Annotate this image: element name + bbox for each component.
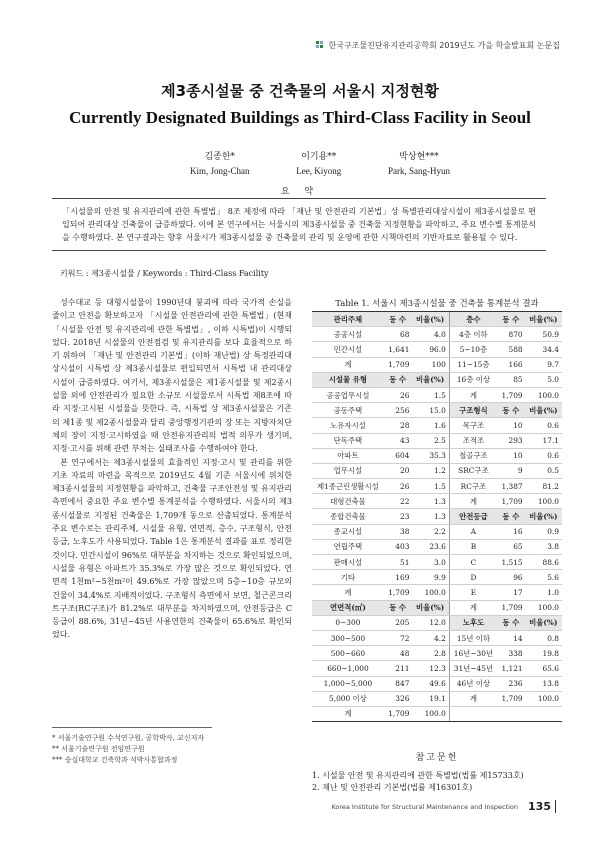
table-cell: RC구조 bbox=[449, 479, 497, 494]
body-paragraph-1: 성수대교 등 대형시설물이 1990년대 붕괴에 따라 국가적 손실을 줄이고 안전을 확보하고자 「시설물 안전관리에 관한 특별법」(현재 「시설물 안전 및 유지관리에 관한 특별법」, 이하 시특법)이 시행되었다. 2018년 시설물의 안전점검 및 유지관리를 보다 효율적으로 하기 위하여 「재난 및 안전관리 기본법」(이하 재난법) 상 특정관리대상시설이 시특법 상 제3종시설물로 편입되면서 시특법 내 관리대상 시설이 급증하였다. 여기서, 제3종시설물은 제1종시설물 및 제2종시설물 외에 안전관리가 필요한 소규모 시설물로서 시특법 제8조에 따라 지정·고시된 시설물을 뜻한다. 즉, 시특법 상 제3종시설물은 기존의 제1종 및 제2종시설물과 달리 중앙행정기관의 장 또는 지방자치단체의 장이 지정·고시하였을 때 안전유지관리의 법적 의무가 생기며, 지정·고시를 위해 관련 부처는 실태조사를 수행하여야 한다. bbox=[52, 298, 292, 454]
author-name-ko: 박상현*** bbox=[399, 152, 439, 162]
table-cell: 17.1 bbox=[526, 433, 562, 448]
table-row bbox=[312, 524, 562, 539]
table-cell: 관리주체 bbox=[312, 312, 384, 327]
table-cell: 목구조 bbox=[449, 418, 497, 433]
table-row bbox=[312, 403, 562, 418]
table-cell: 46년 이상 bbox=[449, 676, 497, 691]
table-row bbox=[312, 479, 562, 494]
table-cell: 500~660 bbox=[312, 646, 384, 661]
author-list bbox=[190, 150, 450, 178]
table-cell: D bbox=[449, 570, 497, 585]
table-row bbox=[312, 433, 562, 448]
table-cell: 34.4 bbox=[526, 342, 562, 357]
reference-item: 2. 재난 및 안전관리 기본법(법률 제16301호) bbox=[312, 783, 473, 792]
table-cell: 26 bbox=[384, 387, 413, 402]
running-header bbox=[316, 40, 560, 51]
table-cell: 660~1,000 bbox=[312, 661, 384, 676]
table-cell: 14 bbox=[497, 630, 526, 645]
table-cell: 2.8 bbox=[412, 646, 449, 661]
table-cell: 0.9 bbox=[526, 524, 562, 539]
table-cell: 100.0 bbox=[526, 691, 562, 706]
table-cell: 19.1 bbox=[412, 691, 449, 706]
table-cell: 68 bbox=[384, 327, 413, 342]
table-row bbox=[312, 646, 562, 661]
table-cell: 4.0 bbox=[412, 327, 449, 342]
journal-logo-icon bbox=[316, 41, 325, 50]
table-cell: 0.5 bbox=[526, 463, 562, 478]
table-cell: 계 bbox=[312, 357, 384, 372]
table-row bbox=[312, 327, 562, 342]
table-cell: 2.5 bbox=[412, 433, 449, 448]
table-cell: 96 bbox=[497, 570, 526, 585]
table-cell: 1,121 bbox=[497, 661, 526, 676]
table-cell: 아파트 bbox=[312, 448, 384, 463]
footnotes bbox=[52, 733, 292, 766]
table-cell: 19.8 bbox=[526, 646, 562, 661]
author-name-ko: 김종한* bbox=[204, 152, 236, 162]
table-cell: 870 bbox=[497, 327, 526, 342]
table-cell bbox=[497, 706, 526, 721]
table-cell: 16층 이상 bbox=[449, 372, 497, 387]
table-row bbox=[312, 630, 562, 645]
table-cell: 1,515 bbox=[497, 555, 526, 570]
table-cell: 16 bbox=[497, 524, 526, 539]
body-paragraph-2: 본 연구에서는 제3종시설물의 효율적인 지정·고시 및 관리를 위한 기초 자료의 마련을 목적으로 2019년도 4월 기준 서울시에 위치한 제3종시설물의 지정현황을 파악하고, 건축물 구조안전성 및 유지관리 측면에서 중요한 주요 변수별 통계분석을 수행하였다. 서울시의 제3종시설물로 지정된 건축물은 1,709개 동으로 산출되었다. 통계분석 주요 변수로는 관리주체, 시설물 유형, 연면적, 층수, 구조형식, 안전등급, 노후도가 사용되었다. Table 1은 통계분석 결과를 표로 정리한 것이다. 민간시설이 96%로 대부분을 차지하는 것으로 확인되었으며, 시설물 유형은 아파트가 35.3%로 가장 많은 것으로 확인되었다. 연면적 1천m²~5천m²이 49.6%로 가장 많았으며 5층~10층 규모의 건물이 34.4%로 지배적이었다. 구조형식 측면에서 보면, 철근콘크리트구조(RC구조)가 81.2%로 대부분을 차지하였으며, 안전등급은 C등급이 88.6%, 31년~45년 사용연한의 건축물이 65.6%로 확인되었다. bbox=[52, 457, 292, 640]
table-row bbox=[312, 661, 562, 676]
table-cell: 1,709 bbox=[384, 357, 413, 372]
table-cell: 0.6 bbox=[526, 448, 562, 463]
table-cell: 동 수 bbox=[384, 372, 413, 387]
table-cell: 노유자시설 bbox=[312, 418, 384, 433]
author-3 bbox=[388, 150, 450, 178]
table-cell: 65 bbox=[497, 539, 526, 554]
table-cell: 비율(%) bbox=[412, 312, 449, 327]
table-cell: 31년~45년 bbox=[449, 661, 497, 676]
author-1 bbox=[190, 150, 250, 178]
table-cell: 연립주택 bbox=[312, 539, 384, 554]
table-cell: 38 bbox=[384, 524, 413, 539]
table-cell: 51 bbox=[384, 555, 413, 570]
table-cell: 1,709 bbox=[497, 691, 526, 706]
table-cell: 업무시설 bbox=[312, 463, 384, 478]
table-cell: 비율(%) bbox=[412, 372, 449, 387]
table-row bbox=[312, 342, 562, 357]
table-cell: 1.3 bbox=[412, 509, 449, 524]
table-cell: 4.2 bbox=[412, 630, 449, 645]
table-cell: 0.8 bbox=[526, 630, 562, 645]
table-cell: 96.0 bbox=[412, 342, 449, 357]
table-cell: 1,387 bbox=[497, 479, 526, 494]
table-cell: 5.0 bbox=[526, 372, 562, 387]
author-name-en: Kim, Jong-Chan bbox=[190, 166, 250, 176]
table-cell: 23.6 bbox=[412, 539, 449, 554]
table-cell: 종합건축물 bbox=[312, 509, 384, 524]
table-cell: 공동주택 bbox=[312, 403, 384, 418]
table-row bbox=[312, 357, 562, 372]
table-cell: 300~500 bbox=[312, 630, 384, 645]
footnote: *** 숭실대학교 건축학과 석박사통합과정 bbox=[52, 756, 178, 764]
table-cell: 604 bbox=[384, 448, 413, 463]
table-cell: 12.0 bbox=[412, 615, 449, 630]
abstract-text: 「시설물의 안전 및 유지관리에 관한 특별법」 8조 제정에 따라 「재난 및 안전관리 기본법」상 특별관리대상시설이 제3종시설물로 편입되어 관리대상 건축물이 급증하였다. 이에 본 연구에서는 서울시의 제3종시설물 중 건축물 지정현황을 파악하고, 주요 변수별 통계분석을 수행하였다. 본 연구결과는 향후 서울시가 제3종시설물 중 건축물의 관리 및 운영에 관한 시책마련의 기반자료로 활용될 수 있다. bbox=[52, 198, 546, 251]
table-row bbox=[312, 448, 562, 463]
table-cell: 공공업무시설 bbox=[312, 387, 384, 402]
author-name-en: Park, Sang-Hyun bbox=[388, 166, 450, 176]
table-cell: 3.8 bbox=[526, 539, 562, 554]
table-cell: 계 bbox=[312, 585, 384, 600]
table-cell: 48 bbox=[384, 646, 413, 661]
table-cell: 비율(%) bbox=[526, 509, 562, 524]
body-column bbox=[52, 296, 292, 642]
table-cell: 5,000 이상 bbox=[312, 691, 384, 706]
table-cell: 88.6 bbox=[526, 555, 562, 570]
table-cell: 철골구조 bbox=[449, 448, 497, 463]
table-cell: 동 수 bbox=[497, 312, 526, 327]
table-cell: 100.0 bbox=[526, 600, 562, 615]
table-cell: A bbox=[449, 524, 497, 539]
table-cell: 205 bbox=[384, 615, 413, 630]
table-cell: 100.0 bbox=[526, 494, 562, 509]
table-cell: 5.6 bbox=[526, 570, 562, 585]
table-cell: 15.0 bbox=[412, 403, 449, 418]
keywords: 키워드 : 제3종시설물 / Keywords : Third-Class Facility bbox=[60, 269, 269, 278]
table-cell: 1.5 bbox=[412, 479, 449, 494]
running-header-text: 한국구조물진단유지관리공학회 2019년도 가을 학술발표회 논문집 bbox=[328, 41, 560, 50]
table-cell: 9 bbox=[497, 463, 526, 478]
table-cell: 계 bbox=[449, 494, 497, 509]
table-cell: 100.0 bbox=[412, 585, 449, 600]
table-cell: 28 bbox=[384, 418, 413, 433]
references-heading: 참고문헌 bbox=[415, 753, 459, 763]
table-cell: 588 bbox=[497, 342, 526, 357]
table-cell: 15년 이하 bbox=[449, 630, 497, 645]
table-row bbox=[312, 387, 562, 402]
table-cell: 85 bbox=[497, 372, 526, 387]
title-korean: 제3종시설물 중 건축물의 서울시 지정현황 bbox=[161, 82, 439, 100]
table-cell: 공공시설 bbox=[312, 327, 384, 342]
table-cell: B bbox=[449, 539, 497, 554]
table-cell: 10 bbox=[497, 418, 526, 433]
table-caption: Table 1. 서울시 제3종시설물 중 건축물 통계분석 결과 bbox=[335, 299, 539, 309]
table-cell: 1,709 bbox=[384, 585, 413, 600]
table-cell bbox=[449, 706, 497, 721]
footnote: ** 서울기술연구원 전임연구원 bbox=[52, 745, 145, 753]
table-cell: 26 bbox=[384, 479, 413, 494]
table-cell: 22 bbox=[384, 494, 413, 509]
table-cell: 5~10층 bbox=[449, 342, 497, 357]
table-cell: 비율(%) bbox=[526, 312, 562, 327]
table-cell: 동 수 bbox=[497, 509, 526, 524]
table-row bbox=[312, 312, 562, 327]
table-cell: 종교시설 bbox=[312, 524, 384, 539]
table-cell: 계 bbox=[449, 600, 497, 615]
table-cell: 1,709 bbox=[497, 387, 526, 402]
table-row bbox=[312, 539, 562, 554]
table-cell: SRC구조 bbox=[449, 463, 497, 478]
table-cell: 1.5 bbox=[412, 387, 449, 402]
table-cell: 제1종근린생활시설 bbox=[312, 479, 384, 494]
table-cell: 20 bbox=[384, 463, 413, 478]
footer-institution: Korea Institute for Structural Maintenance and Inspection bbox=[331, 802, 519, 811]
table-cell: 비율(%) bbox=[526, 615, 562, 630]
table-cell: 1.3 bbox=[412, 494, 449, 509]
table-cell: 338 bbox=[497, 646, 526, 661]
table-cell: 211 bbox=[384, 661, 413, 676]
table-cell: 판매시설 bbox=[312, 555, 384, 570]
table-row bbox=[312, 600, 562, 615]
table-cell: 1.6 bbox=[412, 418, 449, 433]
table-cell: 403 bbox=[384, 539, 413, 554]
table-cell: 층수 bbox=[449, 312, 497, 327]
table-cell: 계 bbox=[449, 387, 497, 402]
table-cell: 1,641 bbox=[384, 342, 413, 357]
table-cell: 동 수 bbox=[497, 403, 526, 418]
table-cell: 안전등급 bbox=[449, 509, 497, 524]
author-name-en: Lee, Kiyong bbox=[296, 166, 342, 176]
table-cell: 조적조 bbox=[449, 433, 497, 448]
table-cell: 동 수 bbox=[497, 615, 526, 630]
table-row bbox=[312, 555, 562, 570]
table-cell: 100.0 bbox=[412, 706, 449, 721]
table-cell: 노후도 bbox=[449, 615, 497, 630]
table-row bbox=[312, 463, 562, 478]
table-cell: E bbox=[449, 585, 497, 600]
table-cell: 계 bbox=[449, 691, 497, 706]
table-row bbox=[312, 676, 562, 691]
title-english: Currently Designated Buildings as Third-Class Facility in Seoul bbox=[69, 108, 531, 127]
table-row bbox=[312, 615, 562, 630]
table-cell: 49.6 bbox=[412, 676, 449, 691]
table-cell: 단독주택 bbox=[312, 433, 384, 448]
footnote-divider bbox=[52, 727, 212, 728]
table-cell: 대형건축물 bbox=[312, 494, 384, 509]
table-cell: 72 bbox=[384, 630, 413, 645]
statistics-table bbox=[312, 311, 562, 722]
table-row bbox=[312, 691, 562, 706]
table-row bbox=[312, 585, 562, 600]
table-cell: 326 bbox=[384, 691, 413, 706]
table-cell: 100 bbox=[412, 357, 449, 372]
table-cell: 43 bbox=[384, 433, 413, 448]
table-cell: 9.9 bbox=[412, 570, 449, 585]
table-cell: 구조형식 bbox=[449, 403, 497, 418]
table-cell bbox=[526, 706, 562, 721]
table-cell: 236 bbox=[497, 676, 526, 691]
table-cell: 비율(%) bbox=[412, 600, 449, 615]
table-cell: 1.0 bbox=[526, 585, 562, 600]
table-cell: 3.0 bbox=[412, 555, 449, 570]
table-row bbox=[312, 706, 562, 721]
page-number: 135 bbox=[524, 800, 556, 813]
footnote: * 서울기술연구원 수석연구원, 공학박사, 교신저자 bbox=[52, 734, 205, 742]
table-cell: 65.6 bbox=[526, 661, 562, 676]
table-cell: 2.2 bbox=[412, 524, 449, 539]
table-cell: 1,000~5,000 bbox=[312, 676, 384, 691]
table-cell: 0~300 bbox=[312, 615, 384, 630]
table-cell: 1,709 bbox=[384, 706, 413, 721]
author-2 bbox=[296, 150, 341, 178]
table-cell: 10 bbox=[497, 448, 526, 463]
table-cell: 16년~30년 bbox=[449, 646, 497, 661]
table-cell: C bbox=[449, 555, 497, 570]
table-row bbox=[312, 494, 562, 509]
table-row bbox=[312, 372, 562, 387]
table-cell: 연면적(㎡) bbox=[312, 600, 384, 615]
table-cell: 비율(%) bbox=[526, 403, 562, 418]
reference-item: 1. 시설물 안전 및 유지관리에 관한 특별법(법률 제15733호) bbox=[312, 771, 524, 780]
page-footer bbox=[331, 800, 556, 813]
table-cell: 기타 bbox=[312, 570, 384, 585]
author-name-ko: 이기용** bbox=[301, 152, 337, 162]
table-cell: 35.3 bbox=[412, 448, 449, 463]
table-cell: 169 bbox=[384, 570, 413, 585]
table-cell: 계 bbox=[312, 706, 384, 721]
table-cell: 17 bbox=[497, 585, 526, 600]
table-cell: 23 bbox=[384, 509, 413, 524]
table-cell: 50.9 bbox=[526, 327, 562, 342]
table-cell: 293 bbox=[497, 433, 526, 448]
table-cell: 1,709 bbox=[497, 600, 526, 615]
table-row bbox=[312, 418, 562, 433]
table-cell: 847 bbox=[384, 676, 413, 691]
table-cell: 9.7 bbox=[526, 357, 562, 372]
table-cell: 동 수 bbox=[384, 600, 413, 615]
table-cell: 민간시설 bbox=[312, 342, 384, 357]
table-cell: 12.3 bbox=[412, 661, 449, 676]
table-cell: 시설물 유형 bbox=[312, 372, 384, 387]
table-cell: 166 bbox=[497, 357, 526, 372]
table-cell: 1,709 bbox=[497, 494, 526, 509]
references-list bbox=[312, 770, 562, 794]
table-cell: 81.2 bbox=[526, 479, 562, 494]
table-cell: 100.0 bbox=[526, 387, 562, 402]
table-cell: 동 수 bbox=[384, 312, 413, 327]
table-cell: 11~15층 bbox=[449, 357, 497, 372]
table-row bbox=[312, 509, 562, 524]
table-row bbox=[312, 570, 562, 585]
table-cell: 0.6 bbox=[526, 418, 562, 433]
table-cell: 256 bbox=[384, 403, 413, 418]
table-cell: 1.2 bbox=[412, 463, 449, 478]
table-cell: 4층 이하 bbox=[449, 327, 497, 342]
abstract-heading: 요 약 bbox=[280, 187, 320, 197]
table-cell: 13.8 bbox=[526, 676, 562, 691]
